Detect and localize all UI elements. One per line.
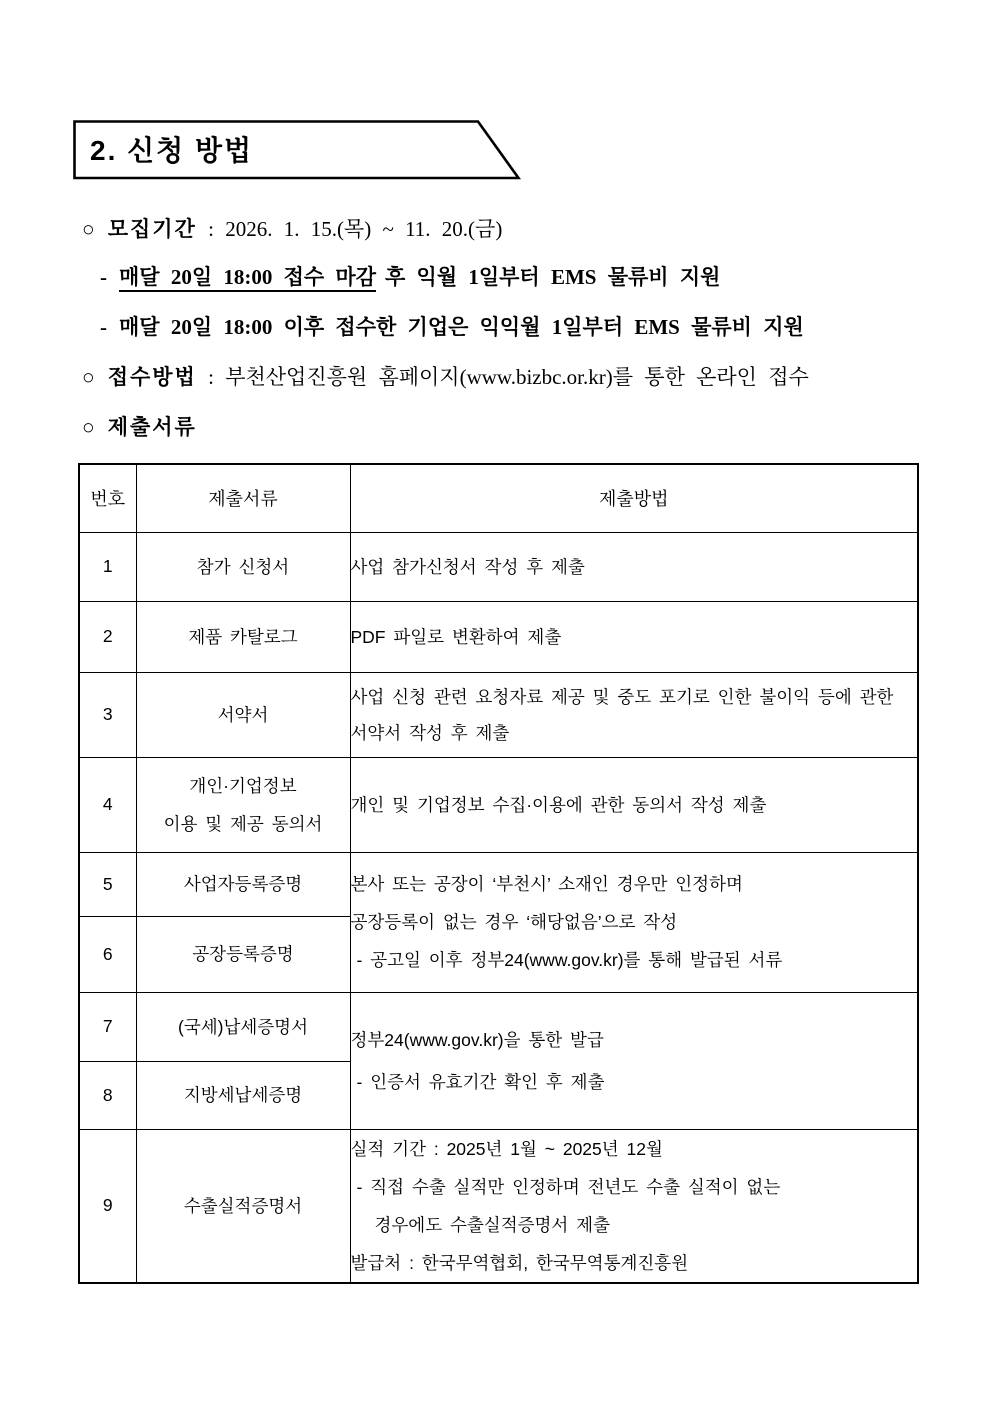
cell-doc: 제품 카탈로그 — [136, 601, 350, 672]
cell-doc: 서약서 — [136, 672, 350, 757]
cell-no: 1 — [79, 532, 136, 601]
late-submission-note-line — [100, 312, 804, 342]
cell-no: 7 — [79, 992, 136, 1061]
method-line: - 직접 수출 실적만 인정하며 전년도 수출 실적이 없는 — [356, 1176, 781, 1197]
cell-method-merged — [350, 852, 918, 992]
header-method: 제출방법 — [350, 464, 918, 532]
cell-no: 6 — [79, 916, 136, 992]
late-submission-text: 매달 20일 18:00 이후 접수한 기업은 익익월 1일부터 EMS 물류비 지원 — [119, 315, 804, 339]
cell-doc-line: 개인·기업정보 — [189, 775, 297, 796]
table-row — [79, 672, 918, 757]
deadline-note-line — [100, 262, 720, 292]
method-line: 공장등록이 없는 경우 ‘해당없음’으로 작성 — [350, 912, 678, 932]
separator-colon: : — [196, 217, 226, 241]
documents-heading-label: 제출서류 — [107, 415, 197, 439]
cell-method-multi — [350, 1129, 918, 1283]
header-doc: 제출서류 — [136, 464, 350, 532]
recruit-period-line — [82, 214, 502, 244]
table-row — [79, 852, 918, 916]
table-row — [79, 757, 918, 852]
cell-doc: 수출실적증명서 — [136, 1129, 350, 1283]
cell-no: 3 — [79, 672, 136, 757]
documents-table — [78, 463, 919, 1284]
method-line: 정부24(www.gov.kr)을 통한 발급 — [350, 1029, 604, 1050]
cell-doc: 사업자등록증명 — [136, 852, 350, 916]
dash-bullet-icon: - — [100, 265, 107, 289]
method-line: 경우에도 수출실적증명서 제출 — [374, 1214, 610, 1235]
cell-no: 5 — [79, 852, 136, 916]
header-no: 번호 — [79, 464, 136, 532]
table-row — [79, 601, 918, 672]
application-method-label: 접수방법 — [107, 365, 197, 389]
cell-no: 2 — [79, 601, 136, 672]
dash-bullet-icon: - — [100, 315, 107, 339]
cell-doc — [136, 757, 350, 852]
circle-bullet-icon: ○ — [82, 217, 95, 241]
cell-method-merged — [350, 992, 918, 1129]
cell-method: PDF 파일로 변환하여 제출 — [350, 601, 918, 672]
recruit-period-value: 2026. 1. 15.(목) ~ 11. 20.(금) — [225, 217, 503, 241]
cell-method: 개인 및 기업정보 수집·이용에 관한 동의서 작성 제출 — [350, 757, 918, 852]
application-method-value: 부천산업진흥원 홈페이지(www.bizbc.or.kr)를 통한 온라인 접수 — [225, 365, 809, 389]
method-line: 실적 기간 : 2025년 1월 ~ 2025년 12월 — [350, 1138, 663, 1159]
cell-no: 4 — [79, 757, 136, 852]
cell-doc: 참가 신청서 — [136, 532, 350, 601]
cell-method: 사업 참가신청서 작성 후 제출 — [350, 532, 918, 601]
circle-bullet-icon: ○ — [82, 365, 95, 389]
cell-doc: (국세)납세증명서 — [136, 992, 350, 1061]
section-title: 2. 신청 방법 — [90, 135, 254, 167]
section-title-box — [73, 120, 521, 180]
cell-method: 사업 신청 관련 요청자료 제공 및 중도 포기로 인한 불이익 등에 관한 서약서 작성 후 제출 — [350, 672, 918, 757]
cell-doc-line: 이용 및 제공 동의서 — [163, 813, 323, 834]
deadline-rest-text: 후 익월 1일부터 EMS 물류비 지원 — [385, 265, 721, 289]
recruit-period-label: 모집기간 — [107, 217, 197, 241]
cell-doc: 지방세납세증명 — [136, 1061, 350, 1129]
method-line: - 인증서 유효기간 확인 후 제출 — [356, 1071, 605, 1092]
table-row — [79, 992, 918, 1061]
method-line: - 공고일 이후 정부24(www.gov.kr)를 통해 발급된 서류 — [356, 950, 783, 970]
documents-heading-line — [82, 412, 197, 442]
table-row — [79, 1129, 918, 1283]
circle-bullet-icon: ○ — [82, 415, 95, 439]
table-row — [79, 532, 918, 601]
table-header-row — [79, 464, 918, 532]
application-method-line — [82, 362, 809, 392]
deadline-underlined-text: 매달 20일 18:00 접수 마감 — [119, 265, 376, 289]
cell-no: 9 — [79, 1129, 136, 1283]
method-line: 본사 또는 공장이 ‘부천시’ 소재인 경우만 인정하며 — [350, 874, 743, 894]
separator-colon: : — [196, 365, 226, 389]
method-line: 발급처 : 한국무역협회, 한국무역통계진흥원 — [350, 1252, 689, 1273]
cell-no: 8 — [79, 1061, 136, 1129]
cell-doc: 공장등록증명 — [136, 916, 350, 992]
